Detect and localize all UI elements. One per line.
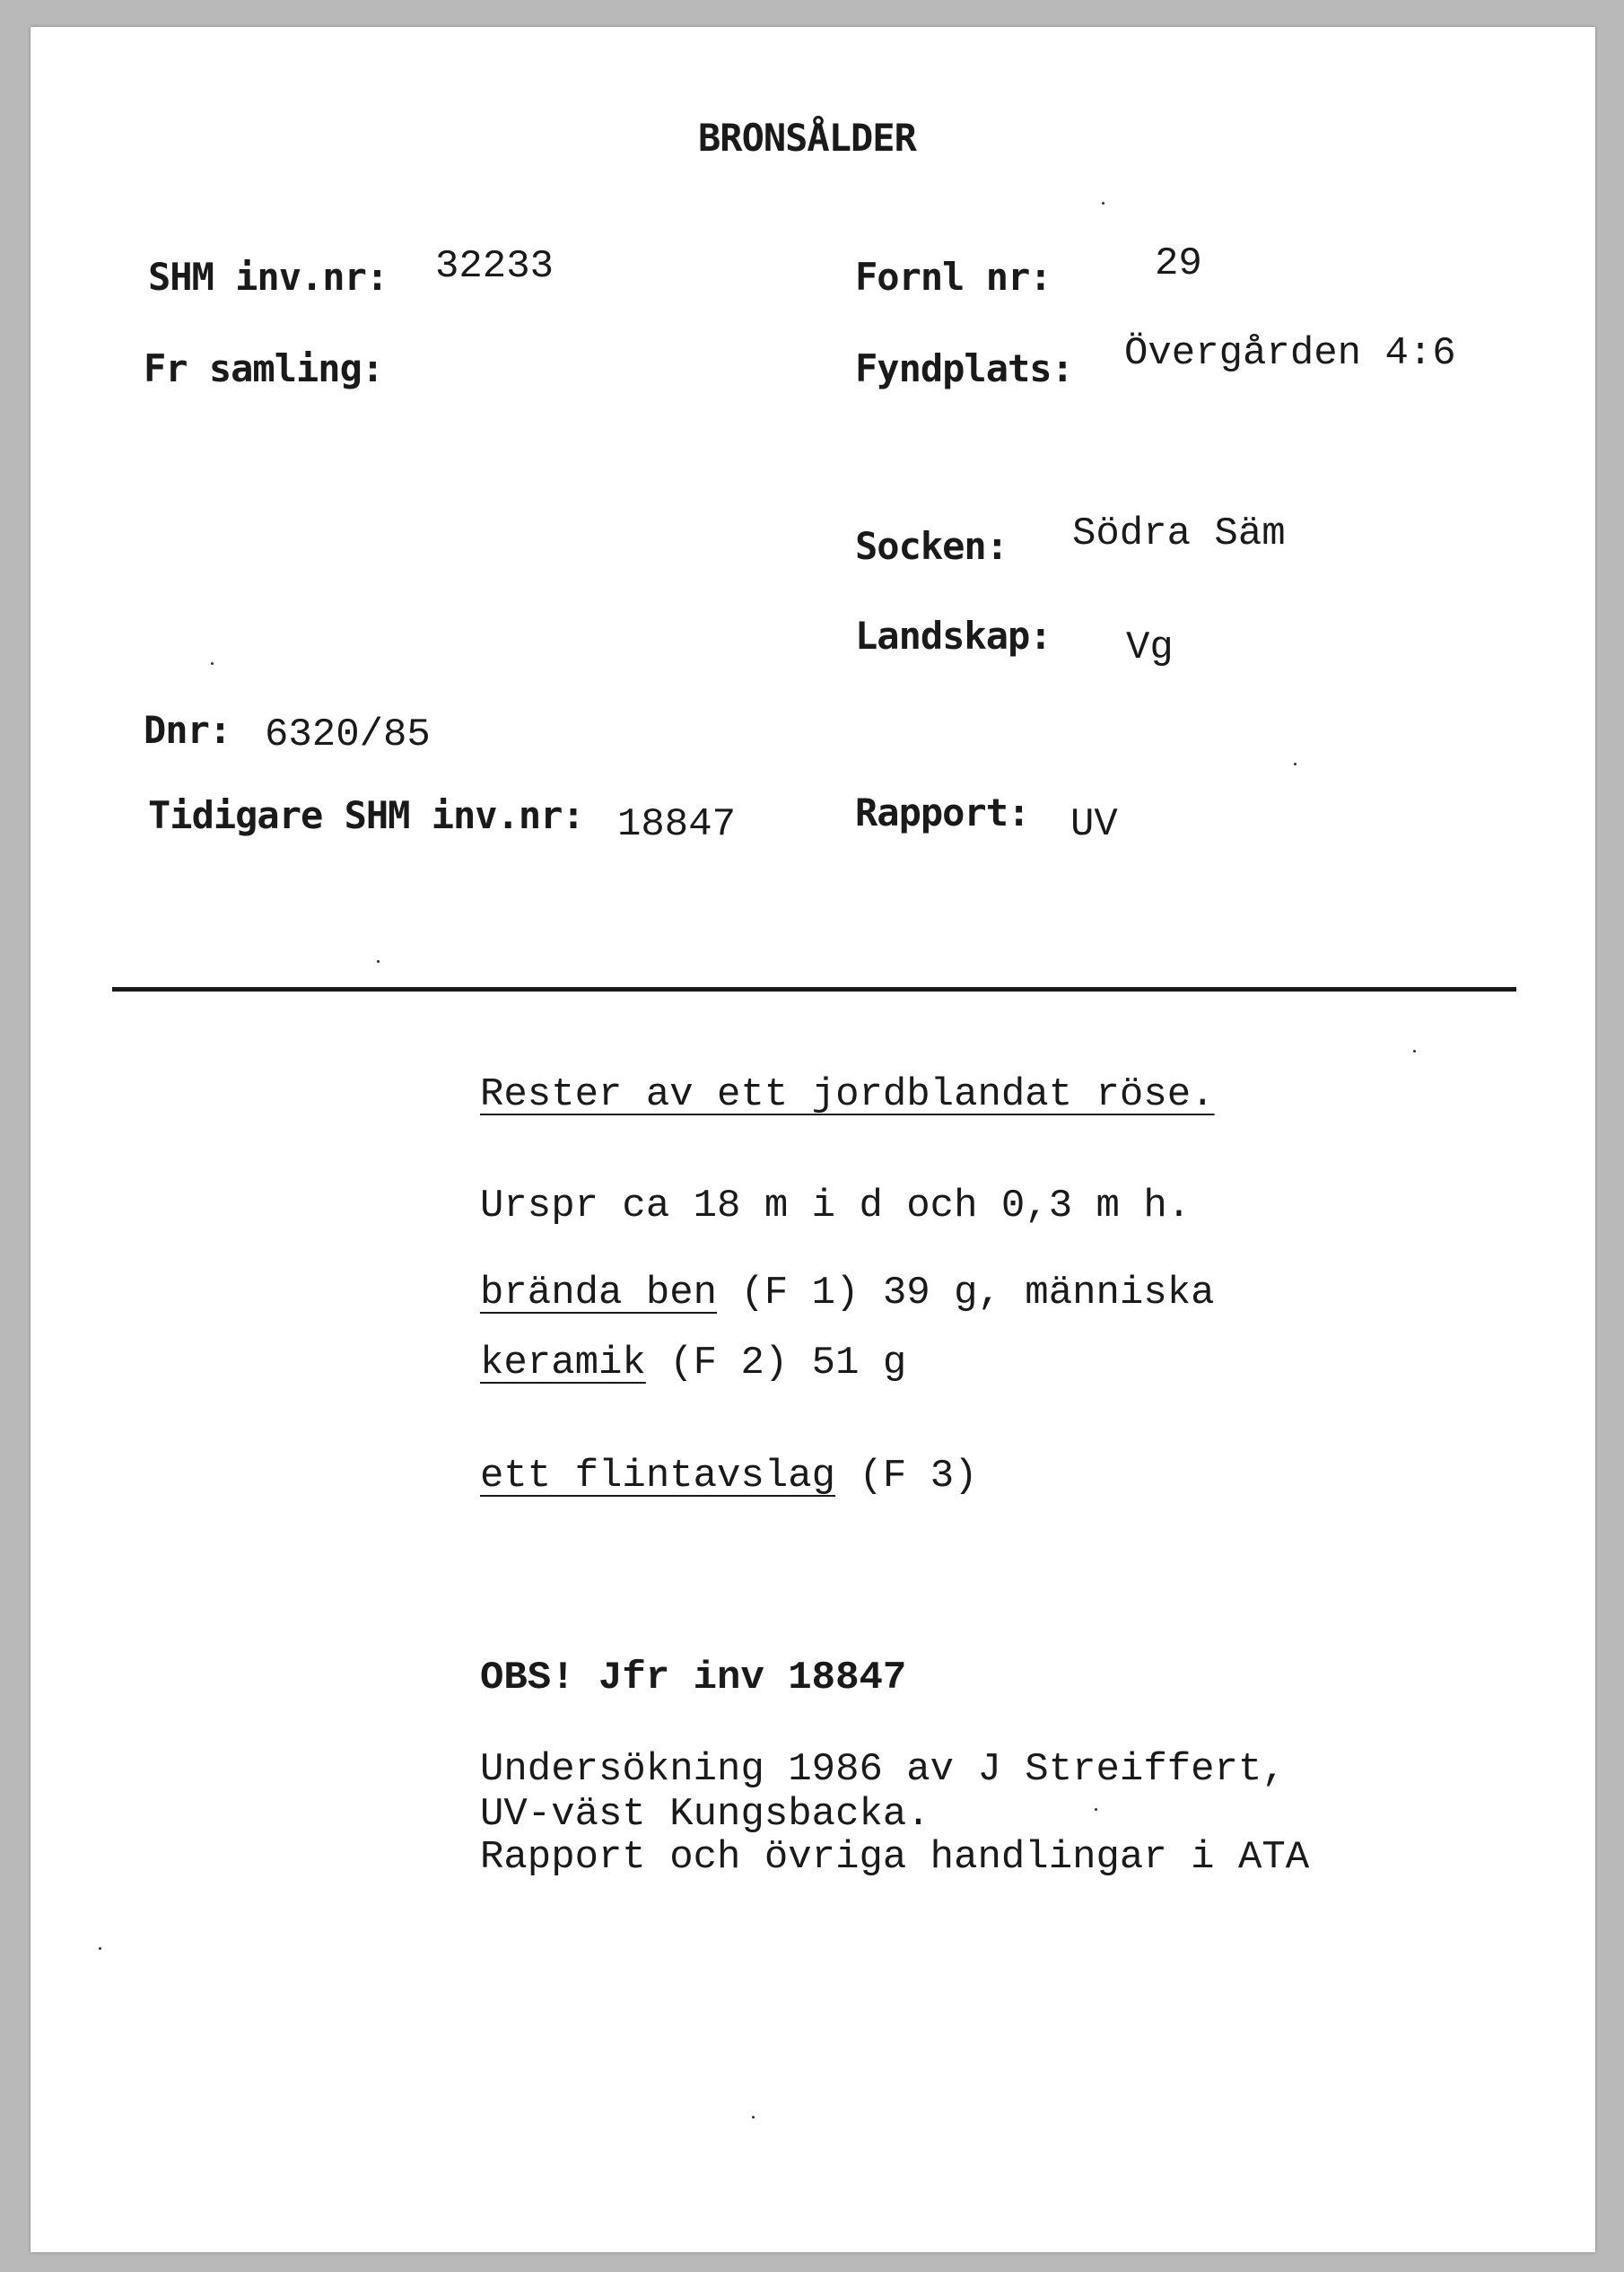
survey-line-1: Undersökning 1986 av J Streiffert, bbox=[480, 1747, 1286, 1792]
tidigare-label: Tidigare SHM inv.nr: bbox=[148, 793, 584, 837]
note-flint bbox=[480, 1454, 978, 1499]
fr-samling-label: Fr samling: bbox=[144, 346, 384, 390]
scan-speck bbox=[1102, 202, 1104, 205]
keramik-term: keramik bbox=[480, 1341, 646, 1385]
heading: BRONSÅLDER bbox=[698, 116, 916, 160]
socken-label: Socken: bbox=[855, 524, 1008, 568]
fornl-label: Fornl nr: bbox=[855, 255, 1052, 299]
divider-rule bbox=[112, 987, 1516, 992]
note-keramik bbox=[480, 1343, 906, 1383]
note-line-2: Urspr ca 18 m i d och 0,3 m h. bbox=[480, 1184, 1192, 1228]
shm-inv-label: SHM inv.nr: bbox=[148, 255, 389, 299]
scan-speck bbox=[377, 960, 380, 963]
survey-line-3: Rapport och övriga handlingar i ATA bbox=[480, 1835, 1310, 1880]
tidigare-value: 18847 bbox=[617, 802, 737, 847]
branda-ben-detail: (F 1) 39 g, människa bbox=[717, 1271, 1215, 1315]
scan-speck bbox=[1294, 763, 1297, 765]
scan-speck bbox=[752, 2116, 755, 2119]
keramik-detail: (F 2) 51 g bbox=[645, 1341, 907, 1385]
fyndplats-label: Fyndplats: bbox=[855, 346, 1073, 390]
flint-term: ett flintavslag bbox=[480, 1454, 836, 1499]
scan-speck bbox=[1095, 1808, 1097, 1811]
flint-detail: (F 3) bbox=[835, 1454, 978, 1499]
landskap-label: Landskap: bbox=[855, 614, 1052, 658]
dnr-value: 6320/85 bbox=[265, 712, 431, 757]
scan-speck bbox=[99, 1947, 101, 1950]
note-line-1: Rester av ett jordblandat röse. bbox=[480, 1072, 1215, 1117]
landskap-value: Vg bbox=[1126, 625, 1174, 670]
scan-speck bbox=[211, 662, 214, 665]
rapport-value: UV bbox=[1070, 802, 1118, 847]
obs-note: OBS! Jfr inv 18847 bbox=[480, 1656, 907, 1700]
shm-inv-value: 32233 bbox=[435, 244, 554, 289]
scan-speck bbox=[1413, 1050, 1416, 1053]
socken-value: Södra Säm bbox=[1072, 511, 1286, 556]
fyndplats-value: Övergården 4:6 bbox=[1124, 331, 1456, 376]
dnr-label: Dnr: bbox=[144, 708, 231, 752]
rapport-label: Rapport: bbox=[855, 791, 1030, 835]
branda-ben-term: brända ben bbox=[480, 1271, 718, 1315]
note-branda-ben bbox=[480, 1273, 1215, 1313]
survey-line-2: UV-väst Kungsbacka. bbox=[480, 1792, 930, 1837]
fornl-value: 29 bbox=[1155, 241, 1202, 286]
